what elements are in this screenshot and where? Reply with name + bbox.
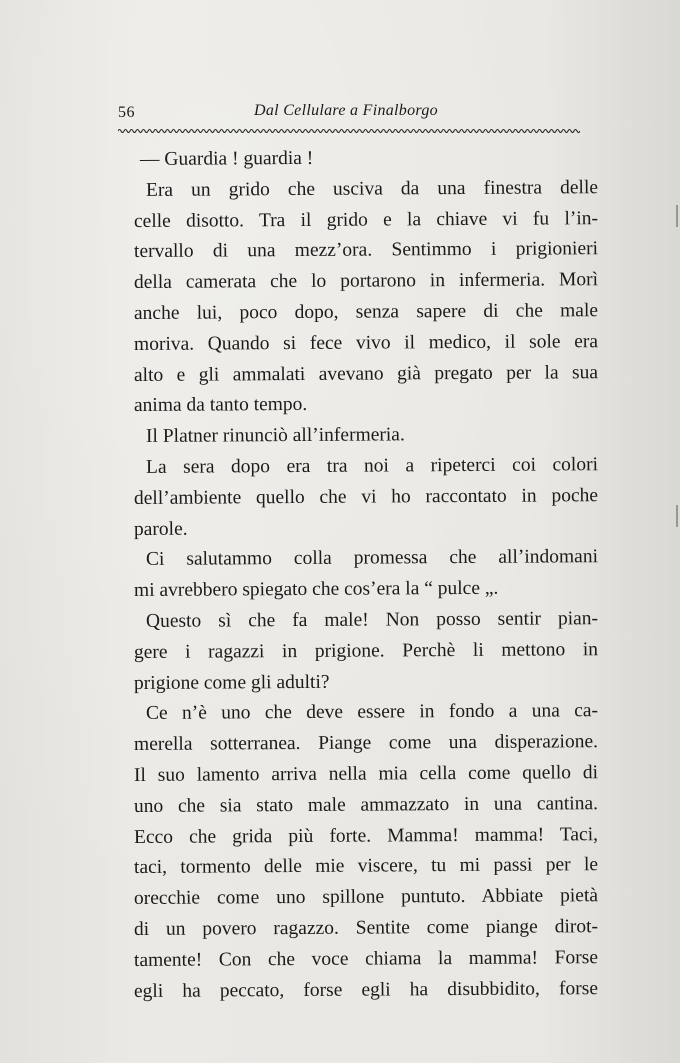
text-line: orecchie come uno spillone puntuto. Abbiate pietà: [133, 885, 599, 910]
text-line: La sera dopo era tra noi a ripeterci coi colori: [145, 454, 599, 478]
text-line: della camerata che lo portarono in infermeria. Morì: [133, 269, 599, 294]
text-line: anima da tanto tempo.: [133, 394, 308, 417]
text-line: alto e gli ammalati avevano già pregato per la sua: [133, 361, 599, 386]
text-line: taci, tormento delle mie viscere, tu mi passi per le: [133, 854, 599, 879]
page-number: 56: [118, 104, 135, 121]
text-line: celle disotto. Tra il grido e la chiave vi fu l’in-: [133, 207, 599, 232]
text-line: Il Platner rinunciò all’infermeria.: [145, 424, 405, 448]
text-line: mi avrebbero spiegato che cos’era la “ pulce „.: [133, 577, 499, 602]
text-line: dell’ambiente quello che vi ho raccontato in poche: [133, 484, 599, 509]
wavy-rule-ornament: [118, 126, 580, 136]
scan-edge-mark: [676, 505, 678, 527]
text-line: uno che sia stato male ammazzato in una cantina.: [133, 792, 599, 817]
text-line: di un povero ragazzo. Sentite come piange dirot-: [133, 916, 599, 940]
text-line: egli ha peccato, forse egli ha disubbidito, forse: [133, 977, 599, 1002]
text-line: Il suo lamento arriva nella mia cella come quello di: [133, 762, 599, 786]
text-line: prigione come gli adulti?: [133, 671, 330, 694]
text-line: anche lui, poco dopo, senza sapere di che male: [133, 300, 599, 324]
page-header: [118, 100, 580, 126]
text-line: tervallo di una mezz’ora. Sentimmo i prigionieri: [133, 238, 599, 263]
text-line: merella sotterranea. Piange come una disperazione.: [133, 731, 599, 756]
text-line: gere i ragazzi in prigione. Perchè li mettono in: [133, 638, 599, 663]
running-title: Dal Cellulare a Finalborgo: [254, 102, 438, 119]
text-line: — Guardia ! guardia !: [139, 147, 314, 170]
text-line: Ecco che grida più forte. Mamma! mamma! Taci,: [133, 823, 599, 848]
body-text: [134, 145, 598, 1007]
text-line: Ci salutammo colla promessa che all’indomani: [145, 546, 599, 571]
scan-edge-mark: [676, 205, 678, 227]
text-line: Ce n’è uno che deve essere in fondo a una ca-: [145, 700, 599, 725]
text-line: moriva. Quando si fece vivo il medico, il sole era: [133, 330, 599, 355]
text-line: tamente! Con che voce chiama la mamma! Forse: [133, 946, 599, 971]
text-line: Era un grido che usciva da una finestra delle: [145, 176, 599, 201]
text-line: Questo sì che fa male! Non posso sentir pian-: [145, 608, 599, 632]
text-line: parole.: [133, 518, 188, 540]
